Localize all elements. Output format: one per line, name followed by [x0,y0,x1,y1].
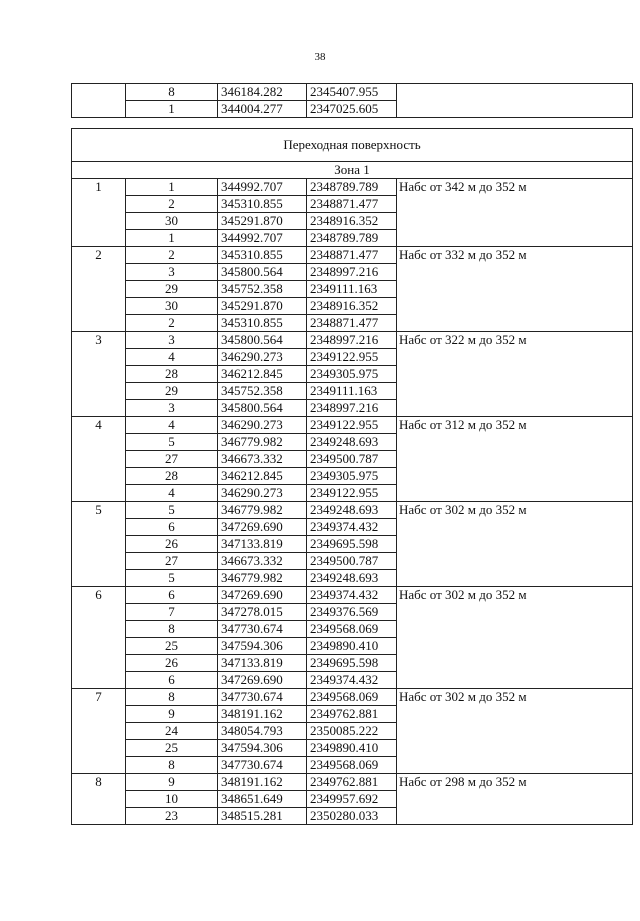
y-coordinate: 2349122.955 [307,417,397,434]
y-coordinate: 2349248.693 [307,570,397,587]
y-coordinate: 2348789.789 [307,230,397,247]
x-coordinate: 345310.855 [218,315,307,332]
table-row [72,84,633,101]
x-coordinate: 346290.273 [218,485,307,502]
point-number: 29 [126,383,218,400]
y-coordinate: 2348871.477 [307,196,397,213]
table-row [72,332,633,349]
x-coordinate: 348515.281 [218,808,307,825]
y-coordinate: 2349890.410 [307,740,397,757]
point-number: 26 [126,536,218,553]
point-number: 6 [126,519,218,536]
point-number: 3 [126,332,218,349]
section-title: Переходная поверхность [72,129,633,162]
height-note: Набс от 312 м до 352 м [397,417,633,502]
x-coordinate: 345310.855 [218,247,307,264]
note-cell [397,84,633,118]
x-coordinate: 346290.273 [218,349,307,366]
y-coordinate: 2348997.216 [307,400,397,417]
x-coordinate: 345800.564 [218,400,307,417]
y-coordinate: 2349500.787 [307,451,397,468]
x-coordinate: 344992.707 [218,179,307,196]
y-coordinate: 2349248.693 [307,502,397,519]
x-coordinate: 347269.690 [218,587,307,604]
y-coordinate: 2349376.569 [307,604,397,621]
point-number: 26 [126,655,218,672]
x-coordinate: 345752.358 [218,383,307,400]
x-coordinate: 347133.819 [218,536,307,553]
height-note: Набс от 302 м до 352 м [397,587,633,689]
x-coordinate: 347594.306 [218,740,307,757]
x-coordinate: 346673.332 [218,451,307,468]
point-number: 5 [126,570,218,587]
x-coordinate: 344004.277 [218,101,307,118]
table-row [72,502,633,519]
x-coordinate: 346212.845 [218,366,307,383]
point-number: 1 [126,179,218,196]
table-row [72,247,633,264]
y-coordinate: 2348871.477 [307,315,397,332]
point-number: 30 [126,298,218,315]
y-coordinate: 2349890.410 [307,638,397,655]
y-coordinate: 2349762.881 [307,706,397,723]
x-coordinate: 345752.358 [218,281,307,298]
y-coordinate: 2348916.352 [307,298,397,315]
point-number: 8 [126,621,218,638]
zone-title-row [72,162,633,179]
x-coordinate: 347730.674 [218,757,307,774]
y-coordinate: 2349568.069 [307,689,397,706]
x-coordinate: 346779.982 [218,434,307,451]
y-coordinate: 2349374.432 [307,587,397,604]
continuation-table [71,83,633,118]
y-coordinate: 2348789.789 [307,179,397,196]
point-number: 25 [126,740,218,757]
section-number: 4 [72,417,126,502]
point-number: 4 [126,485,218,502]
x-coordinate: 348191.162 [218,706,307,723]
x-coordinate: 346290.273 [218,417,307,434]
x-coordinate: 347133.819 [218,655,307,672]
point-number: 9 [126,706,218,723]
y-coordinate: 2349762.881 [307,774,397,791]
y-coordinate: 2349695.598 [307,655,397,672]
table-row [72,774,633,791]
table-row [72,417,633,434]
section-number: 5 [72,502,126,587]
x-coordinate: 345291.870 [218,298,307,315]
y-coordinate: 2348916.352 [307,213,397,230]
x-coordinate: 345800.564 [218,264,307,281]
point-number: 27 [126,553,218,570]
point-number: 29 [126,281,218,298]
point-number: 2 [126,315,218,332]
page-number: 38 [314,51,326,63]
point-number: 2 [126,196,218,213]
x-coordinate: 347278.015 [218,604,307,621]
section-number: 7 [72,689,126,774]
x-coordinate: 345800.564 [218,332,307,349]
point-number: 8 [126,757,218,774]
section-number: 6 [72,587,126,689]
y-coordinate: 2349568.069 [307,621,397,638]
point-number: 3 [126,400,218,417]
y-coordinate: 2349111.163 [307,281,397,298]
height-note: Набс от 302 м до 352 м [397,502,633,587]
point-number: 27 [126,451,218,468]
y-coordinate: 2350085.222 [307,723,397,740]
x-coordinate: 347594.306 [218,638,307,655]
point-number: 4 [126,349,218,366]
x-coordinate: 346779.982 [218,502,307,519]
point-number: 4 [126,417,218,434]
x-coordinate: 348651.649 [218,791,307,808]
coordinates-table [71,128,633,825]
y-coordinate: 2348997.216 [307,264,397,281]
y-coordinate: 2349111.163 [307,383,397,400]
point-number: 7 [126,604,218,621]
y-coordinate: 2350280.033 [307,808,397,825]
point-number: 5 [126,502,218,519]
point-number: 8 [126,84,218,101]
point-number: 23 [126,808,218,825]
x-coordinate: 346673.332 [218,553,307,570]
point-number: 8 [126,689,218,706]
table-row [72,587,633,604]
x-coordinate: 346184.282 [218,84,307,101]
point-number: 10 [126,791,218,808]
x-coordinate: 346779.982 [218,570,307,587]
height-note: Набс от 298 м до 352 м [397,774,633,825]
point-number: 28 [126,468,218,485]
section-number: 3 [72,332,126,417]
height-note: Набс от 322 м до 352 м [397,332,633,417]
y-coordinate: 2345407.955 [307,84,397,101]
x-coordinate: 347269.690 [218,672,307,689]
x-coordinate: 348054.793 [218,723,307,740]
height-note: Набс от 342 м до 352 м [397,179,633,247]
x-coordinate: 348191.162 [218,774,307,791]
point-number: 28 [126,366,218,383]
point-number: 3 [126,264,218,281]
point-number: 1 [126,101,218,118]
section-number: 1 [72,179,126,247]
y-coordinate: 2349122.955 [307,349,397,366]
point-number: 24 [126,723,218,740]
point-number: 2 [126,247,218,264]
y-coordinate: 2349500.787 [307,553,397,570]
x-coordinate: 347730.674 [218,689,307,706]
x-coordinate: 347730.674 [218,621,307,638]
zone-title: Зона 1 [72,162,633,179]
section-number: 2 [72,247,126,332]
section-number: 8 [72,774,126,825]
y-coordinate: 2349305.975 [307,366,397,383]
point-number: 1 [126,230,218,247]
x-coordinate: 344992.707 [218,230,307,247]
y-coordinate: 2349695.598 [307,536,397,553]
y-coordinate: 2349248.693 [307,434,397,451]
point-number: 25 [126,638,218,655]
y-coordinate: 2348997.216 [307,332,397,349]
point-number: 6 [126,587,218,604]
x-coordinate: 345291.870 [218,213,307,230]
height-note: Набс от 332 м до 352 м [397,247,633,332]
x-coordinate: 346212.845 [218,468,307,485]
y-coordinate: 2347025.605 [307,101,397,118]
point-number: 30 [126,213,218,230]
height-note: Набс от 302 м до 352 м [397,689,633,774]
y-coordinate: 2349374.432 [307,519,397,536]
y-coordinate: 2349122.955 [307,485,397,502]
point-number: 5 [126,434,218,451]
section-title-row [72,129,633,162]
x-coordinate: 347269.690 [218,519,307,536]
y-coordinate: 2349305.975 [307,468,397,485]
point-number: 9 [126,774,218,791]
y-coordinate: 2348871.477 [307,247,397,264]
table-row [72,689,633,706]
y-coordinate: 2349957.692 [307,791,397,808]
y-coordinate: 2349568.069 [307,757,397,774]
x-coordinate: 345310.855 [218,196,307,213]
point-number: 6 [126,672,218,689]
zone-cell [72,84,126,118]
y-coordinate: 2349374.432 [307,672,397,689]
table-row [72,179,633,196]
